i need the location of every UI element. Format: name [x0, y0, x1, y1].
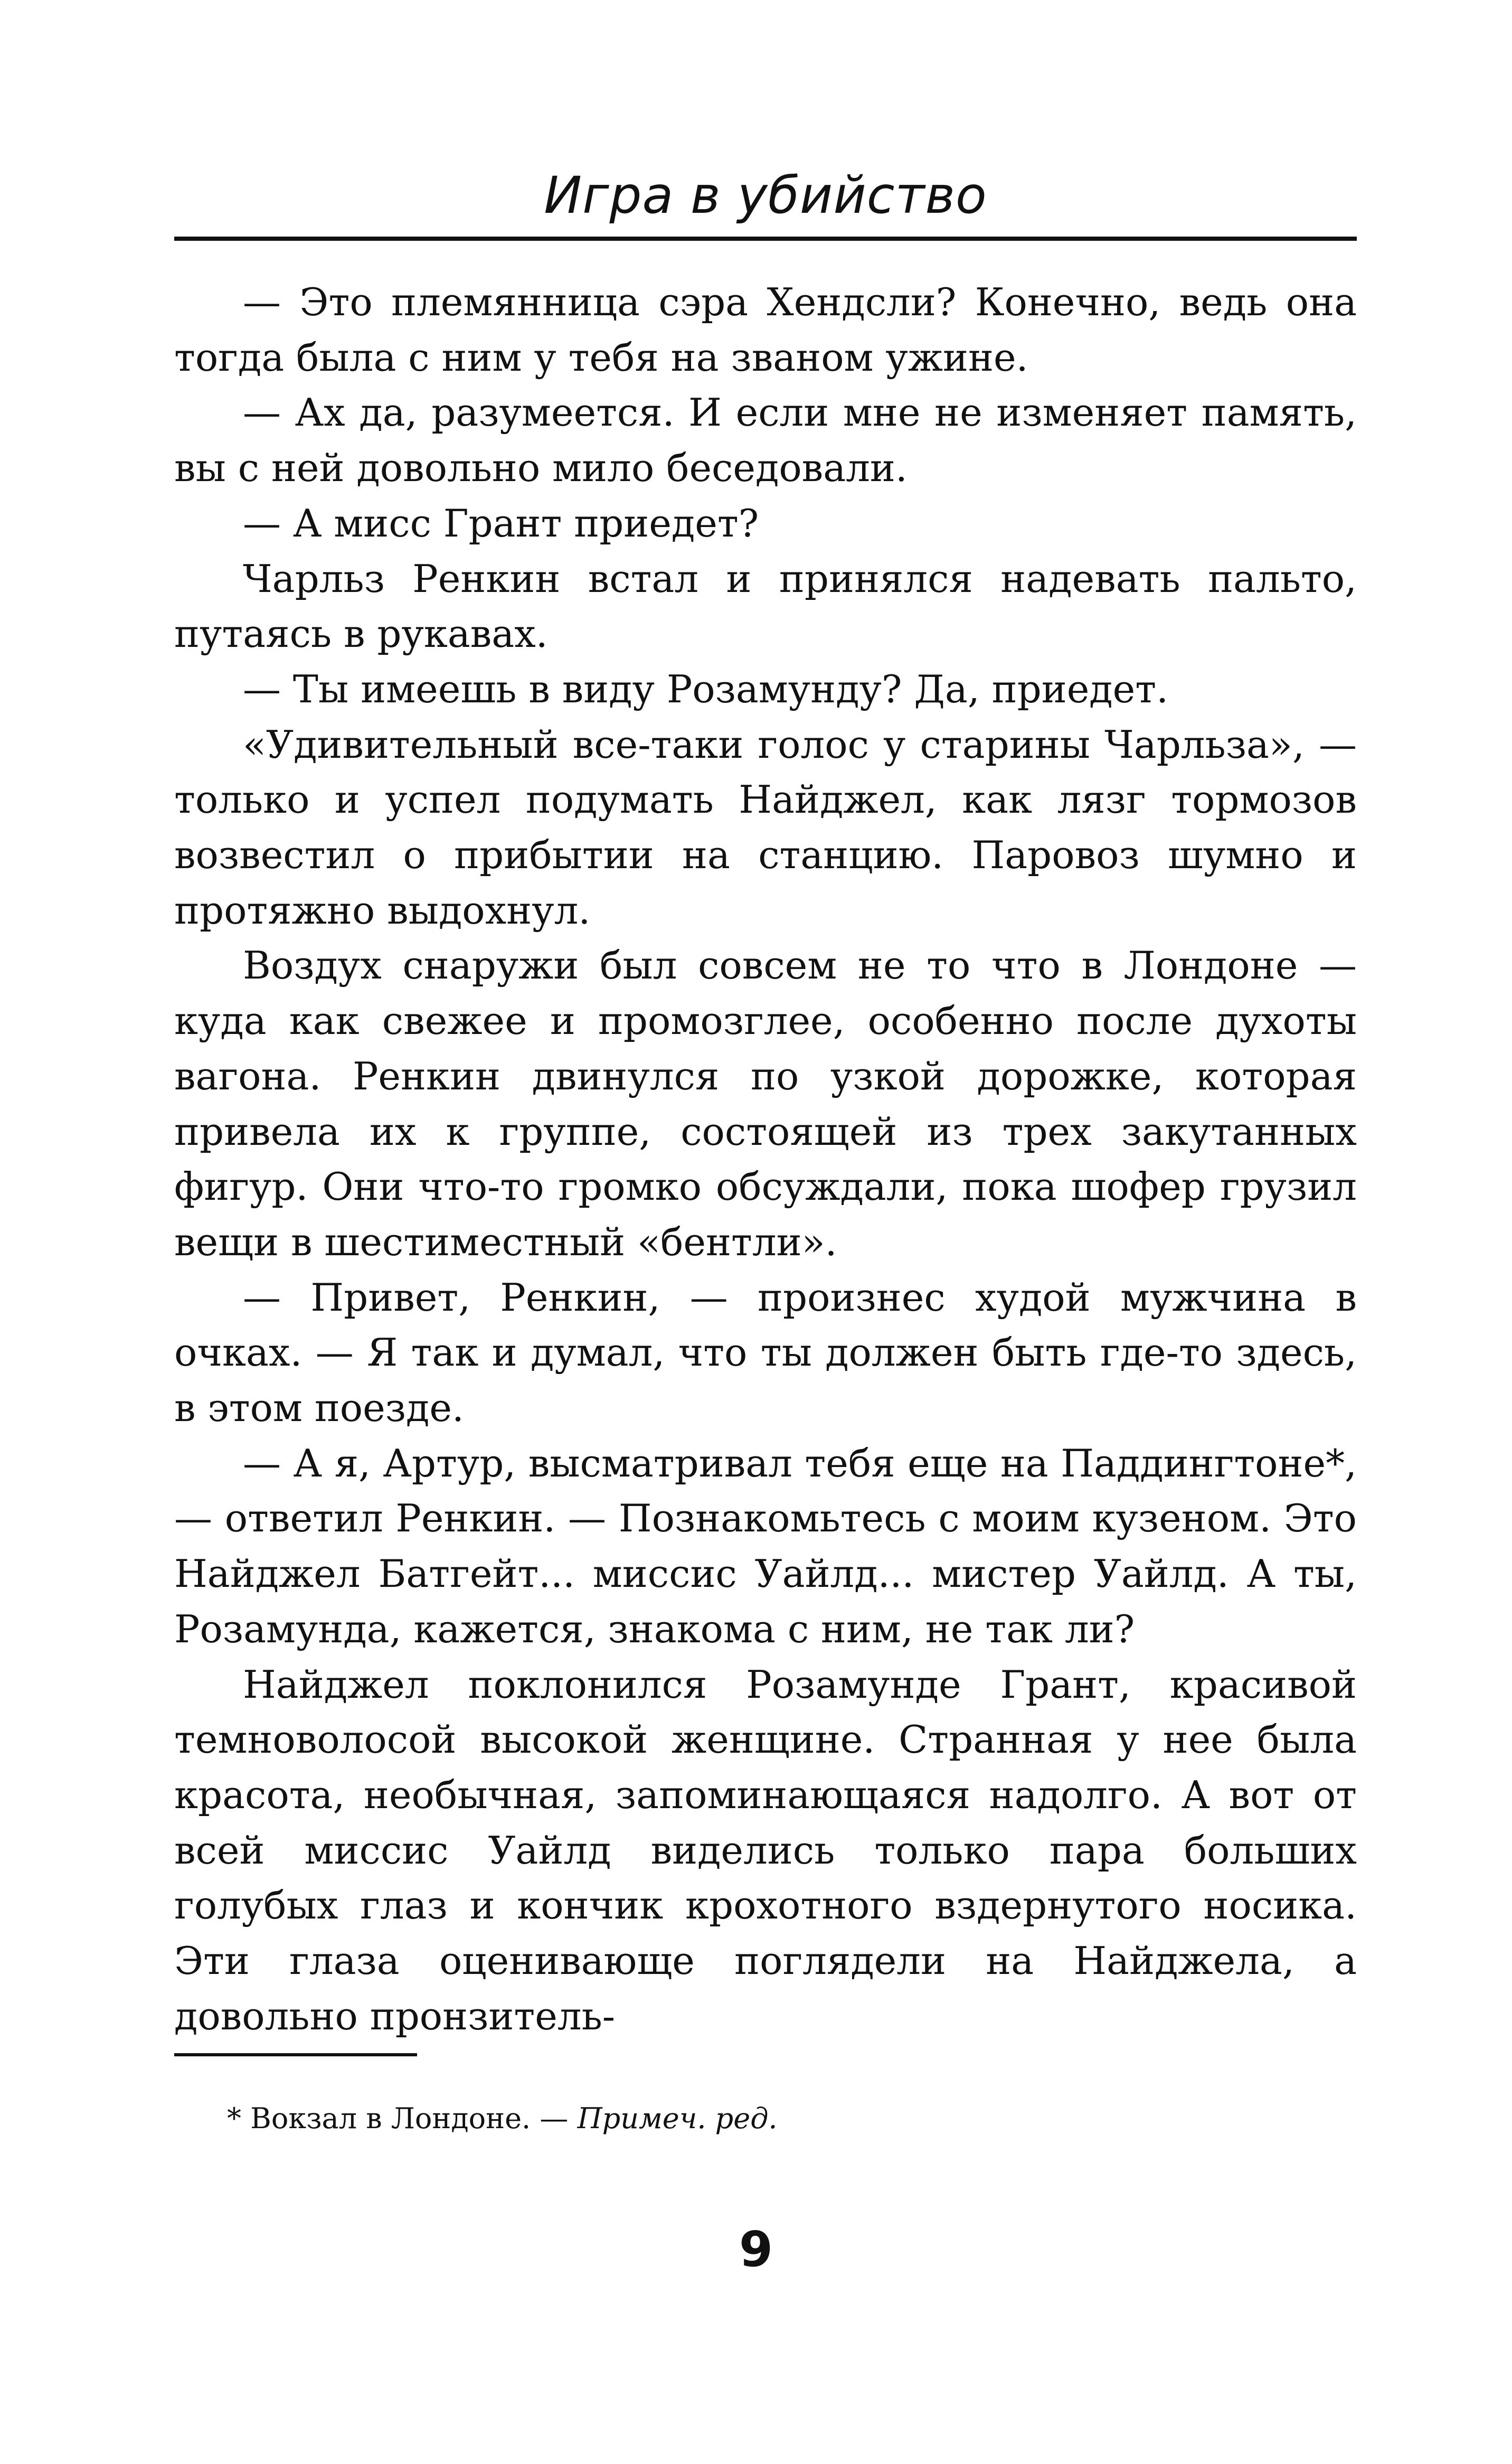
- paragraph: Воздух снаружи был совсем не то что в Лондоне — куда как свежее и промозглее, особенно после духоты вагона. Ренкин двинулся по узкой дорожке, которая привела их к группе, состоящей из трех закутанных фигур. Они что-то громко обсуждали, пока шофер грузил вещи в шестиместный «бентли».: [174, 943, 1357, 1264]
- paragraph: — А я, Артур, высматривал тебя еще на Паддингтоне*, — ответил Ренкин. — Познакомьтесь с моим кузеном. Это Найджел Батгейт... миссис Уайлд... мистер Уайлд. А ты, Розамунда, кажется, знакома с ним, не так ли?: [174, 1441, 1357, 1651]
- paragraph: — Привет, Ренкин, — произнес худой мужчина в очках. — Я так и думал, что ты должен быть где-то здесь, в этом поезде.: [174, 1275, 1357, 1431]
- footnote-text: * Вокзал в Лондоне. —: [227, 2102, 569, 2135]
- footnote: [227, 2098, 1336, 2140]
- paragraph: — Ты имеешь в виду Розамунду? Да, приедет.: [243, 666, 1168, 711]
- paragraph: Чарльз Ренкин встал и принялся надевать пальто, путаясь в рукавах.: [174, 556, 1357, 656]
- paragraph: Найджел поклонился Розамунде Грант, красивой темноволосой высокой женщине. Странная у нее была красота, необычная, запоминающаяся надолго. А вот от всей миссис Уайлд виделись только пара больших голубых глаз и кончик крохотного вздернутого носика. Эти глаза оценивающе поглядели на Найджела, а довольно пронзитель-: [174, 1662, 1357, 2038]
- running-title: Игра в убийство: [544, 166, 987, 225]
- paragraph: «Удивительный все-таки голос у старины Чарльза», — только и успел подумать Найджел, как лязг тормозов возвестил о прибытии на станцию. Паровоз шумно и протяжно выдохнул.: [174, 722, 1357, 933]
- paragraph: — Это племянница сэра Хендсли? Конечно, ведь она тогда была с ним у тебя на званом ужине.: [174, 280, 1357, 380]
- body-text: [174, 275, 1357, 2044]
- paragraph: — А мисс Грант приедет?: [243, 501, 759, 546]
- header-rule: [174, 237, 1357, 241]
- footnote-editor-note: Примеч. ред.: [577, 2102, 778, 2135]
- paragraph: — Ах да, разумеется. И если мне не изменяет память, вы с ней довольно мило беседовали.: [174, 390, 1357, 491]
- page-number: 9: [739, 2221, 773, 2278]
- footnote-rule: [174, 2053, 417, 2056]
